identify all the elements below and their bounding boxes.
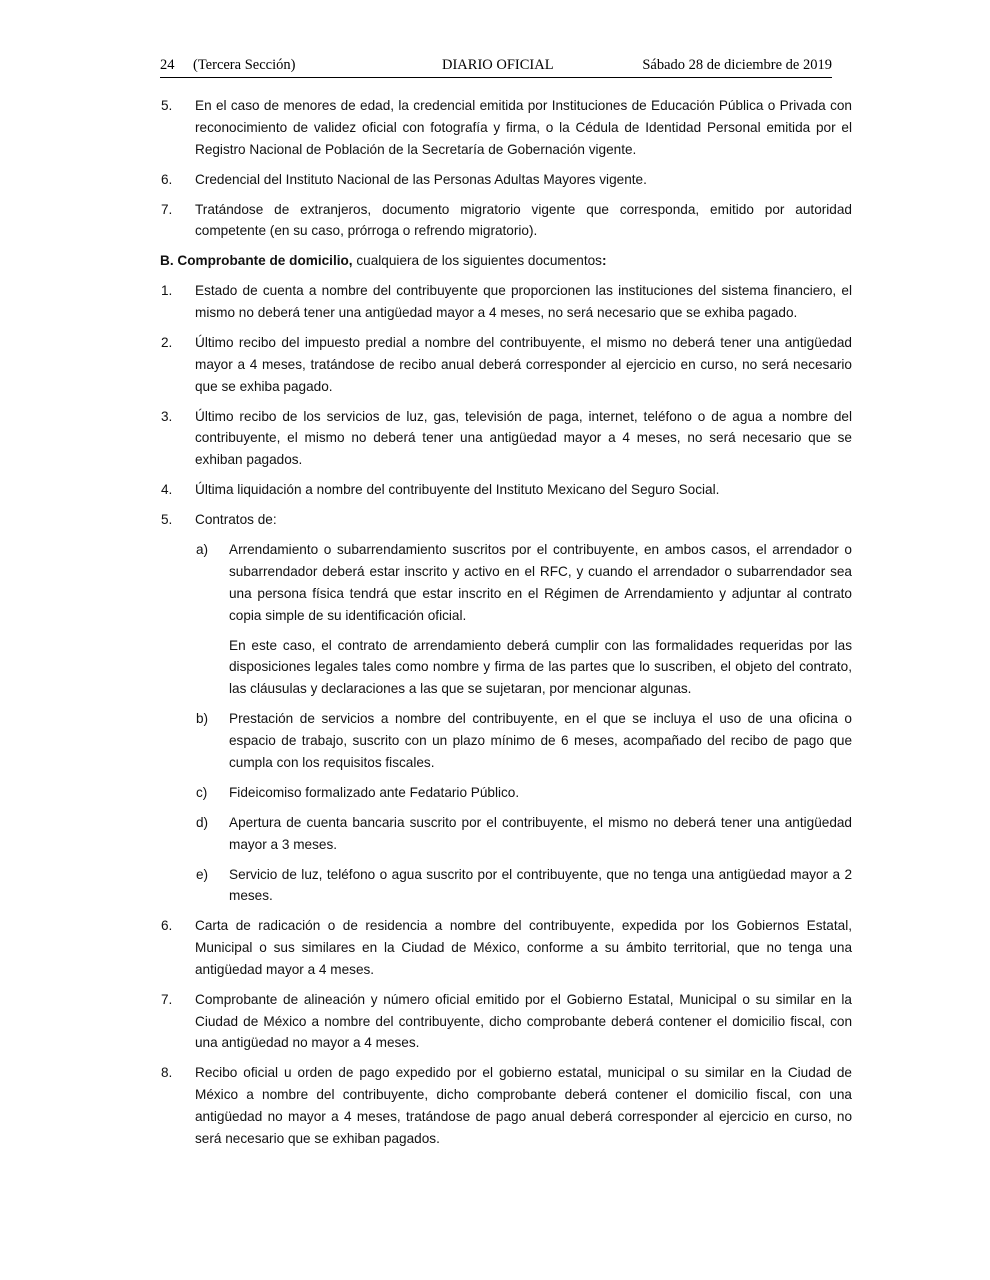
- item-number: 8.: [161, 1065, 173, 1081]
- sub-item-letter: a): [196, 542, 209, 558]
- sub-item: [195, 812, 852, 856]
- item-text: Comprobante de alineación y número oficial emitido por el Gobierno Estatal, Municipal o su similar en la Ciudad de México a nombre del contribuyente, dicho comprobante deberá contener el domicilio fiscal, con una antigüedad no mayor a 4 meses.: [195, 991, 852, 1051]
- item-number: 6.: [161, 918, 173, 934]
- list-item: [160, 169, 852, 191]
- document-body: [160, 95, 852, 1158]
- item-text: Tratándose de extranjeros, documento migratorio vigente que corresponda, emitido por autoridad competente (en su caso, prórroga o refrendo migratorio).: [195, 201, 852, 239]
- list-item: [160, 406, 852, 471]
- item-number: 2.: [161, 335, 173, 351]
- item-number: 6.: [161, 171, 173, 187]
- page-header: [160, 55, 832, 78]
- sub-item: [195, 708, 852, 773]
- item-text: Carta de radicación o de residencia a nombre del contribuyente, expedida por los Gobiernos Estatal, Municipal o sus similares en la Ciudad de México, conforme a su ámbito territorial, que no tenga una antigüedad mayor a 4 meses.: [195, 918, 852, 977]
- item-text: Última liquidación a nombre del contribuyente del Instituto Mexicano del Seguro Social.: [195, 482, 720, 498]
- item-number: 4.: [161, 482, 173, 498]
- list-item: [160, 989, 852, 1054]
- page-number: 24: [160, 57, 175, 73]
- section-b-heading: [160, 250, 852, 272]
- list-item: [160, 332, 852, 397]
- item-text: Estado de cuenta a nombre del contribuyente que proporcionen las instituciones del sistema financiero, el mismo no deberá tener una antigüedad mayor a 4 meses, no será necesario que se exhiba pagado.: [195, 283, 852, 321]
- sub-item: [195, 539, 852, 626]
- sub-item-text: Fideicomiso formalizado ante Fedatario Público.: [229, 784, 520, 800]
- item-text: Credencial del Instituto Nacional de las Personas Adultas Mayores vigente.: [195, 171, 647, 187]
- list-item: [160, 915, 852, 980]
- sub-item-text: Servicio de luz, teléfono o agua suscrito por el contribuyente, que no tenga una antigüedad mayor a 2 meses.: [229, 866, 852, 904]
- sub-item-note: En este caso, el contrato de arrendamiento deberá cumplir con las formalidades requeridas por las disposiciones legales tales como nombre y firma de las partes que lo suscriben, el objeto del contrato, las cláusulas y declaraciones a las que se sujetaran, por mencionar algunas.: [229, 637, 852, 697]
- sub-item-text: Prestación de servicios a nombre del contribuyente, en el que se incluya el uso de una oficina o espacio de trabajo, suscrito con un plazo mínimo de 6 meses, acompañado del recibo de pago que cumpla con los requisitos fiscales.: [229, 711, 852, 770]
- sub-item-letter: d): [196, 814, 209, 830]
- item-text: Recibo oficial u orden de pago expedido por el gobierno estatal, municipal o su similar en la Ciudad de México a nombre del contribuyente, dicho comprobante deberá contener el domicilio fiscal, con una antigüedad no mayor a 4 meses, tratándose de pago anual deberá corresponder al ejercicio en curso, no será necesario que se exhiban pagados.: [195, 1065, 852, 1146]
- sub-item: [195, 864, 852, 908]
- list-item: [160, 479, 852, 501]
- item-text: Último recibo del impuesto predial a nombre del contribuyente, el mismo no deberá tener una antigüedad mayor a 4 meses, tratándose de recibo anual deberá corresponder al ejercicio en curso, no será necesario que se exhiba pagado.: [195, 335, 852, 394]
- list-item: [160, 199, 852, 243]
- section-b-heading-bold: B. Comprobante de domicilio,: [160, 253, 353, 269]
- sub-item-text: Arrendamiento o subarrendamiento suscritos por el contribuyente, en ambos casos, el arrendador o subarrendador deberá estar inscrito y activo en el RFC, y cuando el arrendador o subarrendador sea una persona física tendrá que estar inscrito en el Régimen de Arrendamiento y adjuntar al contrato copia simple de su identificación oficial.: [229, 542, 852, 623]
- item-text: Contratos de:: [195, 512, 277, 528]
- sub-item-text: Apertura de cuenta bancaria suscrito por el contribuyente, el mismo no deberá tener una antigüedad mayor a 3 meses.: [229, 814, 852, 852]
- list-item: [160, 509, 852, 531]
- sub-item: [195, 782, 852, 804]
- section-label: (Tercera Sección): [193, 57, 296, 73]
- publication-title: DIARIO OFICIAL: [442, 57, 554, 73]
- item-number: 1.: [161, 283, 173, 299]
- item-text: Último recibo de los servicios de luz, gas, televisión de paga, internet, teléfono o de agua a nombre del contribuyente, el mismo no deberá tener una antigüedad mayor a 4 meses, no será necesario que se exhiban pagados.: [195, 408, 852, 468]
- sub-item-letter: b): [196, 711, 209, 727]
- item-number: 5.: [161, 98, 173, 113]
- item-number: 7.: [161, 991, 173, 1007]
- publication-date: Sábado 28 de diciembre de 2019: [642, 57, 832, 73]
- list-item: [160, 280, 852, 324]
- sub-item-letter: c): [196, 784, 208, 800]
- item-number: 7.: [161, 201, 173, 217]
- section-b-heading-colon: :: [601, 253, 607, 269]
- item-number: 5.: [161, 512, 173, 528]
- sub-item-letter: e): [196, 866, 209, 882]
- list-item: [160, 1062, 852, 1149]
- item-number: 3.: [161, 408, 173, 424]
- section-b-heading-rest: cualquiera de los siguientes documentos: [352, 253, 602, 269]
- item-text: En el caso de menores de edad, la credencial emitida por Instituciones de Educación Pública o Privada con reconocimiento de validez oficial con fotografía y firma, o la Cédula de Identidad Personal emitida por el Registro Nacional de Población de la Secretaría de Gobernación vigente.: [195, 98, 852, 157]
- list-item: [160, 95, 852, 160]
